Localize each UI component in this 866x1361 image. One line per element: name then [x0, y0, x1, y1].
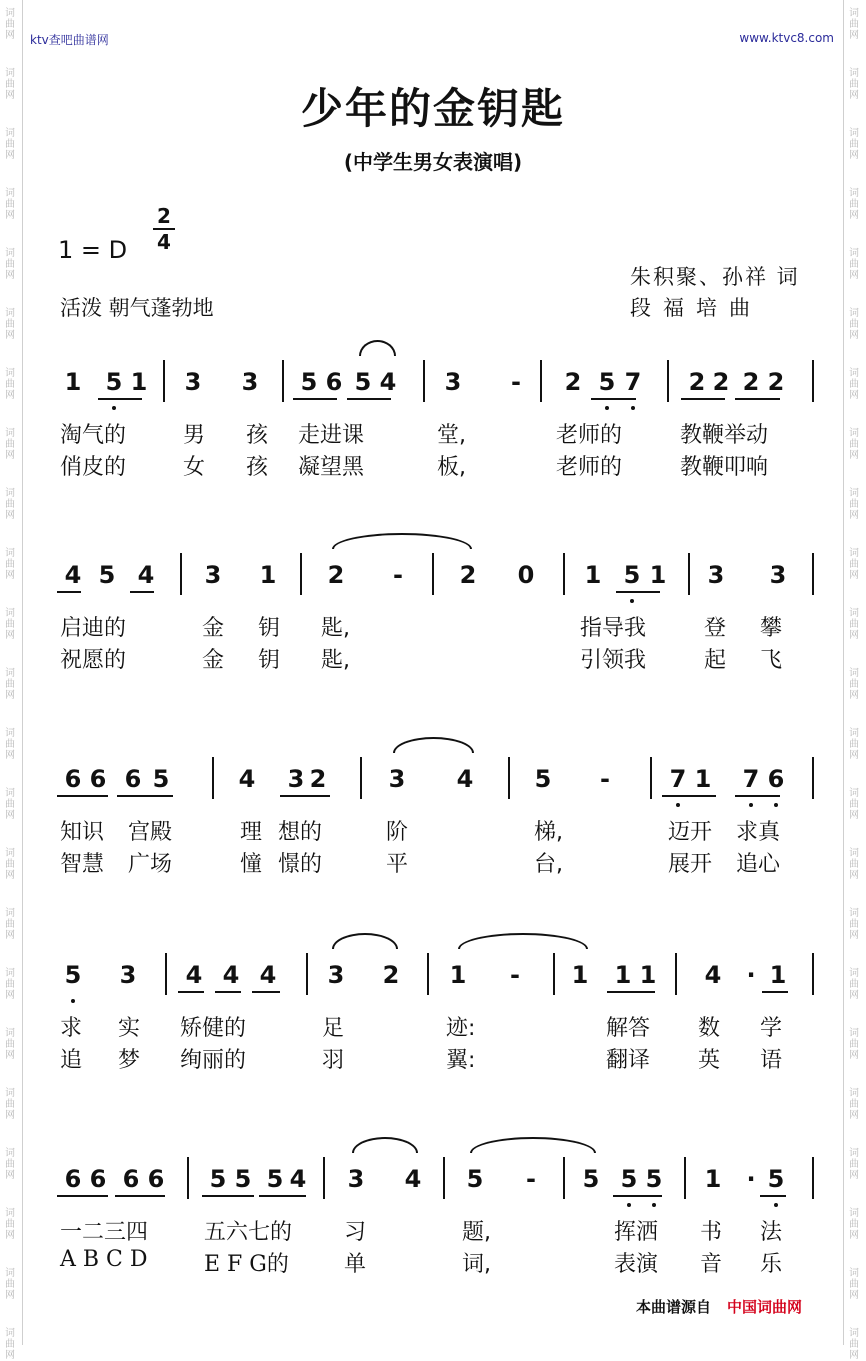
- barline: [306, 953, 308, 995]
- barline: [684, 1157, 686, 1199]
- score-note: ·: [746, 1165, 756, 1193]
- octave-dot: [774, 803, 778, 807]
- watermark-text: 词 曲 网: [5, 8, 15, 41]
- lyric-verse-2: 憬的: [278, 852, 323, 877]
- tie-arc: [393, 737, 474, 753]
- watermark-text: 词 曲 网: [849, 248, 859, 281]
- lyric-verse-2: 音: [700, 1252, 723, 1277]
- watermark-text: 词 曲 网: [5, 188, 15, 221]
- score-note: 6: [122, 1165, 140, 1193]
- watermark-text: 词 曲 网: [5, 488, 15, 521]
- lyric-verse-2: 英: [698, 1048, 721, 1073]
- score-note: 3: [119, 961, 137, 989]
- lyric-verse-1: 登: [704, 616, 727, 641]
- lyric-verse-1: 题,: [462, 1220, 491, 1245]
- lyric-verse-1: 匙,: [321, 616, 350, 641]
- octave-dot: [774, 1203, 778, 1207]
- lyric-verse-2: 孩: [246, 455, 269, 480]
- lyric-verse-1: 习: [344, 1220, 367, 1245]
- lyric-verse-1: 攀: [760, 616, 783, 641]
- lyric-verse-1: 教鞭举动: [680, 423, 769, 448]
- score-note: 3: [388, 765, 406, 793]
- watermark-text: 词 曲 网: [849, 1268, 859, 1301]
- score-note: 3: [707, 561, 725, 589]
- lyric-verse-1: 想的: [278, 820, 323, 845]
- lyric-verse-1: 梯,: [534, 820, 563, 845]
- score-note: 1: [64, 368, 82, 396]
- barline: [427, 953, 429, 995]
- note-beam: [735, 398, 780, 400]
- score-note: 0: [517, 561, 535, 589]
- score-note: -: [526, 1165, 536, 1193]
- note-beam: [130, 591, 154, 593]
- watermark-text: 词 曲 网: [849, 788, 859, 821]
- barline: [165, 953, 167, 995]
- barline: [650, 757, 652, 799]
- barline: [812, 757, 814, 799]
- lyricist-credit: 朱积聚、孙祥 词: [630, 265, 800, 289]
- lyric-verse-2: 词,: [462, 1252, 491, 1277]
- lyric-verse-1: 学: [760, 1016, 783, 1041]
- octave-dot: [112, 406, 116, 410]
- lyric-verse-2: 凝望黑: [298, 455, 365, 480]
- note-beam: [662, 795, 716, 797]
- score-note: 3: [444, 368, 462, 396]
- watermark-text: 词 曲 网: [5, 968, 15, 1001]
- tie-arc: [332, 933, 398, 949]
- watermark-text: 词 曲 网: [849, 308, 859, 341]
- octave-dot: [631, 406, 635, 410]
- score-note: 6: [64, 1165, 82, 1193]
- watermark-text: 词 曲 网: [849, 908, 859, 941]
- lyric-verse-2: 平: [386, 852, 409, 877]
- octave-dot: [676, 803, 680, 807]
- octave-dot: [652, 1203, 656, 1207]
- score-note: 4: [704, 961, 722, 989]
- composer-credit: 段福培曲: [630, 296, 762, 320]
- lyric-verse-2: 羽: [322, 1048, 345, 1073]
- watermark-text: 词 曲 网: [849, 608, 859, 641]
- lyric-verse-1: 老师的: [556, 423, 623, 448]
- watermark-text: 词 曲 网: [5, 368, 15, 401]
- score-note: 3: [184, 368, 202, 396]
- watermark-text: 词 曲 网: [5, 68, 15, 101]
- note-beam: [762, 991, 788, 993]
- lyric-verse-2: A B C D: [60, 1247, 148, 1272]
- barline: [432, 553, 434, 595]
- score-note: 1: [614, 961, 632, 989]
- song-subtitle: (中学生男女表演唱): [343, 150, 523, 174]
- score-note: 3: [347, 1165, 365, 1193]
- watermark-text: 词 曲 网: [5, 788, 15, 821]
- watermark-text: 词 曲 网: [5, 1328, 15, 1361]
- barline: [675, 953, 677, 995]
- score-note: 5: [354, 368, 372, 396]
- lyric-verse-2: 语: [760, 1048, 783, 1073]
- score-note: -: [600, 765, 610, 793]
- score-note: 5: [582, 1165, 600, 1193]
- watermark-text: 词 曲 网: [849, 428, 859, 461]
- key-signature: 1 = D: [58, 236, 128, 264]
- lyric-verse-1: 迹:: [446, 1016, 476, 1041]
- lyric-verse-1: 孩: [246, 423, 269, 448]
- score-note: 5: [64, 961, 82, 989]
- watermark-text: 词 曲 网: [849, 368, 859, 401]
- tie-arc: [458, 933, 588, 949]
- lyric-verse-2: 俏皮的: [60, 455, 127, 480]
- score-note: 4: [404, 1165, 422, 1193]
- barline: [553, 953, 555, 995]
- note-beam: [98, 398, 142, 400]
- lyric-verse-1: 堂,: [437, 423, 466, 448]
- watermark-text: 词 曲 网: [849, 1148, 859, 1181]
- meter-bottom: 4: [157, 230, 171, 254]
- lyric-verse-2: 女: [183, 455, 206, 480]
- score-note: 4: [137, 561, 155, 589]
- lyric-verse-1: 知识: [60, 820, 105, 845]
- note-beam: [681, 398, 725, 400]
- barline: [563, 1157, 565, 1199]
- score-note: 6: [89, 1165, 107, 1193]
- score-note: 5: [620, 1165, 638, 1193]
- watermark-text: 词 曲 网: [5, 428, 15, 461]
- score-note: 1: [259, 561, 277, 589]
- score-note: 1: [639, 961, 657, 989]
- lyric-verse-1: 解答: [606, 1016, 651, 1041]
- lyric-verse-1: 钥: [258, 616, 281, 641]
- score-note: 6: [64, 765, 82, 793]
- lyric-verse-2: 憧: [240, 852, 263, 877]
- lyric-verse-2: 智慧: [60, 852, 105, 877]
- score-note: 7: [742, 765, 760, 793]
- barline: [443, 1157, 445, 1199]
- tie-arc: [470, 1137, 596, 1153]
- watermark-text: 词 曲 网: [849, 728, 859, 761]
- score-note: 1: [649, 561, 667, 589]
- score-note: 2: [688, 368, 706, 396]
- lyric-verse-2: 老师的: [556, 455, 623, 480]
- score-note: 5: [534, 765, 552, 793]
- score-note: 5: [466, 1165, 484, 1193]
- score-note: 4: [222, 961, 240, 989]
- score-note: 6: [147, 1165, 165, 1193]
- score-note: 5: [767, 1165, 785, 1193]
- score-note: -: [511, 368, 521, 396]
- score-note: -: [510, 961, 520, 989]
- lyric-verse-1: 书: [700, 1220, 723, 1245]
- score-note: 5: [152, 765, 170, 793]
- watermark-text: 词 曲 网: [5, 1268, 15, 1301]
- lyric-verse-1: 实: [118, 1016, 141, 1041]
- octave-dot: [71, 999, 75, 1003]
- note-beam: [57, 795, 108, 797]
- watermark-text: 词 曲 网: [5, 608, 15, 641]
- watermark-text: 词 曲 网: [849, 1328, 859, 1361]
- lyric-verse-1: 指导我: [580, 616, 647, 641]
- lyric-verse-2: 起: [704, 648, 727, 673]
- lyric-verse-2: 板,: [437, 455, 466, 480]
- lyric-verse-1: 迈开: [668, 820, 713, 845]
- lyric-verse-1: 淘气的: [60, 423, 127, 448]
- score-note: 5: [266, 1165, 284, 1193]
- score-note: 2: [327, 561, 345, 589]
- watermark-text: 词 曲 网: [849, 488, 859, 521]
- watermark-text: 词 曲 网: [5, 848, 15, 881]
- lyric-verse-2: 祝愿的: [60, 648, 127, 673]
- site-name-left: ktv查吧曲谱网: [30, 33, 109, 47]
- score-note: 2: [712, 368, 730, 396]
- score-note: 5: [623, 561, 641, 589]
- score-note: 3: [204, 561, 222, 589]
- note-beam: [607, 991, 655, 993]
- lyric-verse-1: 走进课: [298, 423, 365, 448]
- score-note: 5: [98, 561, 116, 589]
- lyric-verse-2: 广场: [128, 852, 173, 877]
- note-beam: [259, 1195, 306, 1197]
- score-note: 1: [571, 961, 589, 989]
- watermark-text: 词 曲 网: [849, 848, 859, 881]
- score-note: 4: [64, 561, 82, 589]
- score-note: 2: [767, 368, 785, 396]
- watermark-text: 词 曲 网: [5, 908, 15, 941]
- barline: [563, 553, 565, 595]
- watermark-text: 词 曲 网: [5, 1088, 15, 1121]
- barline: [508, 757, 510, 799]
- score-note: ·: [746, 961, 756, 989]
- lyric-verse-2: 乐: [760, 1252, 783, 1277]
- score-note: 6: [89, 765, 107, 793]
- note-beam: [178, 991, 204, 993]
- watermark-text: 词 曲 网: [849, 68, 859, 101]
- watermark-text: 词 曲 网: [849, 668, 859, 701]
- lyric-verse-2: 单: [344, 1252, 367, 1277]
- lyric-verse-2: E F G的: [204, 1252, 289, 1277]
- score-note: 2: [459, 561, 477, 589]
- right-watermark-strip: [843, 0, 866, 1361]
- score-note: 4: [379, 368, 397, 396]
- lyric-verse-2: 金: [202, 648, 225, 673]
- score-note: 1: [449, 961, 467, 989]
- lyric-verse-1: 阶: [386, 820, 409, 845]
- octave-dot: [627, 1203, 631, 1207]
- lyric-verse-2: 飞: [760, 648, 783, 673]
- octave-dot: [605, 406, 609, 410]
- score-note: 7: [669, 765, 687, 793]
- lyric-verse-1: 矫健的: [180, 1016, 247, 1041]
- barline: [540, 360, 542, 402]
- score-note: 1: [769, 961, 787, 989]
- watermark-text: 词 曲 网: [849, 1088, 859, 1121]
- note-beam: [616, 591, 660, 593]
- octave-dot: [749, 803, 753, 807]
- score-note: 2: [309, 765, 327, 793]
- barline: [812, 360, 814, 402]
- tie-arc: [352, 1137, 418, 1153]
- watermark-text: 词 曲 网: [5, 1028, 15, 1061]
- lyric-verse-2: 匙,: [321, 648, 350, 673]
- watermark-text: 词 曲 网: [5, 248, 15, 281]
- score-note: 1: [130, 368, 148, 396]
- score-note: 4: [289, 1165, 307, 1193]
- meter-top: 2: [157, 204, 171, 228]
- score-note: 3: [327, 961, 345, 989]
- note-beam: [57, 1195, 108, 1197]
- lyric-verse-2: 台,: [534, 852, 563, 877]
- watermark-text: 词 曲 网: [849, 188, 859, 221]
- lyric-verse-2: 梦: [118, 1048, 141, 1073]
- score-note: 4: [456, 765, 474, 793]
- lyric-verse-2: 表演: [614, 1252, 659, 1277]
- score-note: 6: [325, 368, 343, 396]
- score-note: 2: [382, 961, 400, 989]
- score-note: 1: [704, 1165, 722, 1193]
- barline: [300, 553, 302, 595]
- lyric-verse-2: 追心: [736, 852, 781, 877]
- score-note: 1: [694, 765, 712, 793]
- barline: [688, 553, 690, 595]
- barline: [360, 757, 362, 799]
- watermark-text: 词 曲 网: [849, 1208, 859, 1241]
- note-beam: [117, 795, 173, 797]
- barline: [423, 360, 425, 402]
- watermark-text: 词 曲 网: [5, 1148, 15, 1181]
- score-note: 3: [287, 765, 305, 793]
- note-beam: [347, 398, 391, 400]
- tempo-marking: 活泼 朝气蓬勃地: [60, 296, 214, 320]
- site-url-right: www.ktvc8.com: [739, 31, 834, 45]
- barline: [187, 1157, 189, 1199]
- lyric-verse-1: 启迪的: [60, 616, 127, 641]
- song-title: 少年的金钥匙: [300, 84, 565, 133]
- score-note: 4: [185, 961, 203, 989]
- footer-source: 本曲谱源自: [636, 1298, 712, 1316]
- barline: [282, 360, 284, 402]
- barline: [812, 1157, 814, 1199]
- note-beam: [115, 1195, 165, 1197]
- note-beam: [57, 591, 81, 593]
- watermark-text: 词 曲 网: [849, 968, 859, 1001]
- watermark-text: 词 曲 网: [849, 8, 859, 41]
- barline: [163, 360, 165, 402]
- lyric-verse-1: 法: [760, 1220, 783, 1245]
- lyric-verse-1: 数: [698, 1016, 721, 1041]
- barline: [180, 553, 182, 595]
- note-beam: [591, 398, 636, 400]
- score-note: 5: [105, 368, 123, 396]
- left-watermark-strip: [0, 0, 23, 1361]
- score-note: 2: [742, 368, 760, 396]
- watermark-text: 词 曲 网: [849, 1028, 859, 1061]
- score-note: 5: [209, 1165, 227, 1193]
- lyric-verse-2: 翻译: [606, 1048, 651, 1073]
- lyric-verse-1: 金: [202, 616, 225, 641]
- score-note: 1: [584, 561, 602, 589]
- lyric-verse-1: 一二三四: [60, 1220, 149, 1245]
- time-signature: [153, 205, 175, 253]
- score-note: -: [393, 561, 403, 589]
- barline: [323, 1157, 325, 1199]
- note-beam: [280, 795, 330, 797]
- score-note: 7: [624, 368, 642, 396]
- lyric-verse-2: 引领我: [580, 648, 647, 673]
- lyric-verse-2: 钥: [258, 648, 281, 673]
- barline: [812, 553, 814, 595]
- score-note: 5: [300, 368, 318, 396]
- score-note: 6: [124, 765, 142, 793]
- lyric-verse-1: 求: [60, 1016, 83, 1041]
- lyric-verse-1: 挥洒: [614, 1220, 659, 1245]
- lyric-verse-1: 宫殿: [128, 820, 173, 845]
- note-beam: [613, 1195, 662, 1197]
- tie-arc: [359, 340, 396, 356]
- lyric-verse-1: 求真: [736, 820, 781, 845]
- note-beam: [735, 795, 780, 797]
- lyric-verse-2: 教鞭叩响: [680, 455, 769, 480]
- barline: [212, 757, 214, 799]
- lyric-verse-2: 翼:: [446, 1048, 476, 1073]
- lyric-verse-1: 五六七的: [204, 1220, 293, 1245]
- lyric-verse-2: 展开: [668, 852, 713, 877]
- lyric-verse-2: 绚丽的: [180, 1048, 247, 1073]
- note-beam: [760, 1195, 786, 1197]
- lyric-verse-1: 男: [183, 423, 206, 448]
- score-note: 3: [769, 561, 787, 589]
- score-note: 6: [767, 765, 785, 793]
- watermark-text: 词 曲 网: [849, 128, 859, 161]
- lyric-verse-1: 理: [240, 820, 263, 845]
- score-note: 2: [564, 368, 582, 396]
- watermark-text: 词 曲 网: [849, 548, 859, 581]
- barline: [812, 953, 814, 995]
- watermark-text: 词 曲 网: [5, 128, 15, 161]
- score-note: 3: [241, 368, 259, 396]
- note-beam: [215, 991, 241, 993]
- tie-arc: [332, 533, 472, 549]
- footer-credit: [636, 1296, 802, 1317]
- octave-dot: [630, 599, 634, 603]
- note-beam: [293, 398, 337, 400]
- score-note: 4: [238, 765, 256, 793]
- lyric-verse-2: 追: [60, 1048, 83, 1073]
- watermark-text: 词 曲 网: [5, 668, 15, 701]
- watermark-text: 词 曲 网: [5, 548, 15, 581]
- score-note: 5: [598, 368, 616, 396]
- note-beam: [252, 991, 280, 993]
- lyric-verse-1: 足: [322, 1016, 345, 1041]
- score-note: 5: [234, 1165, 252, 1193]
- footer-brand: 中国词曲网: [727, 1298, 803, 1316]
- watermark-text: 词 曲 网: [5, 308, 15, 341]
- score-note: 4: [259, 961, 277, 989]
- watermark-text: 词 曲 网: [5, 728, 15, 761]
- score-note: 5: [645, 1165, 663, 1193]
- watermark-text: 词 曲 网: [5, 1208, 15, 1241]
- barline: [667, 360, 669, 402]
- note-beam: [202, 1195, 254, 1197]
